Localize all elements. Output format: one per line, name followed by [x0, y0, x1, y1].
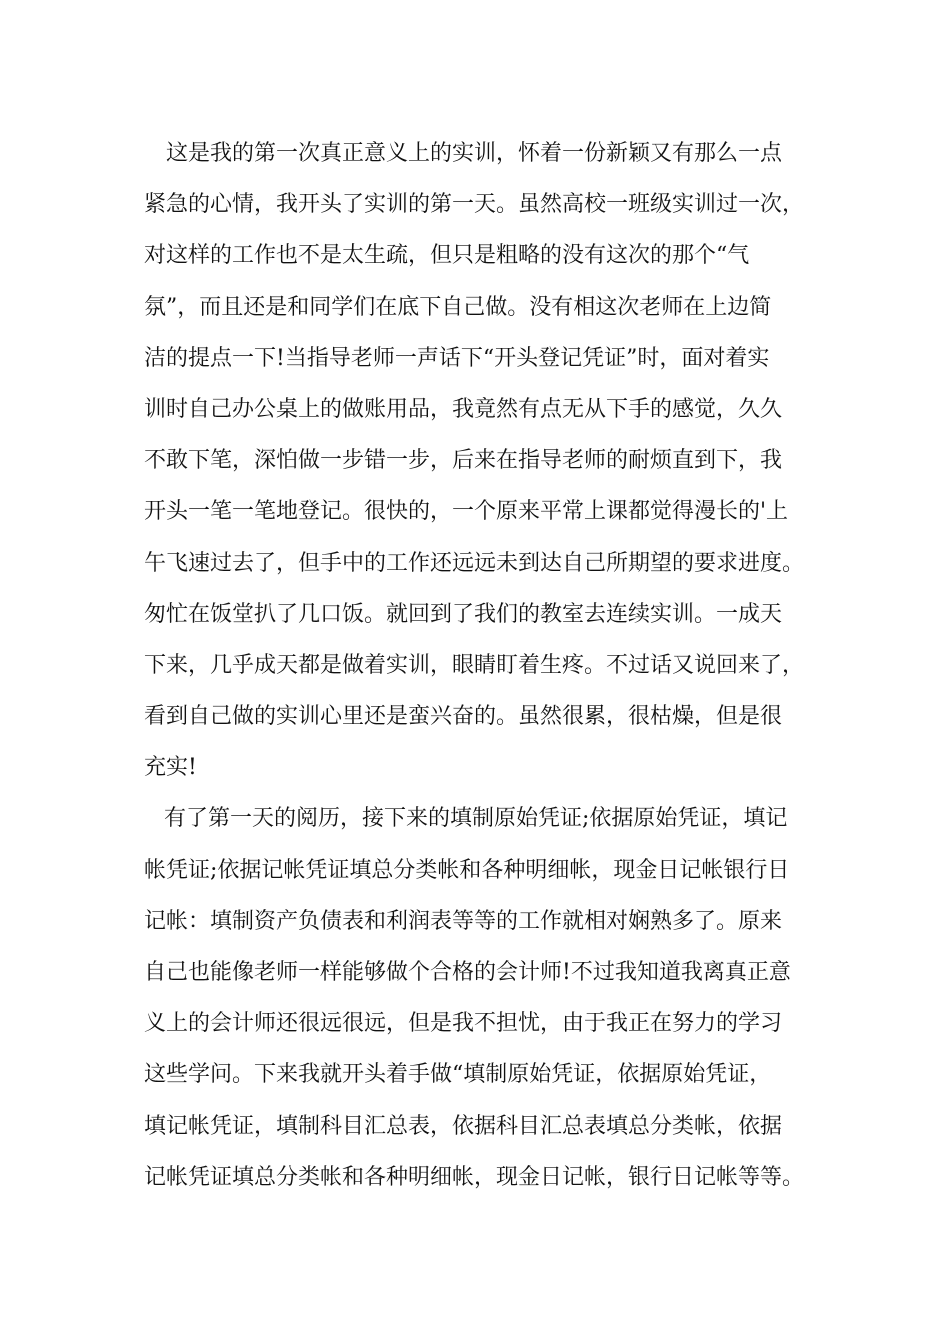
paragraph-1-line-1: 这是我的第一次真正意义上的实训，怀着一份新颖又有那么一点 — [166, 141, 783, 166]
paragraph-2-line-3: 记帐：填制资产负债表和利润表等等的工作就相对娴熟多了。原来 — [144, 908, 783, 934]
paragraph-2-line-6: 这些学问。下来我就开头着手做“填制原始凭证，依据原始凭证， — [144, 1062, 772, 1088]
paragraph-2-line-4: 自己也能像老师一样能够做个合格的会计师!不过我知道我离真正意 — [144, 960, 791, 985]
document-body — [144, 128, 834, 1203]
paragraph-2-line-1: 有了第一天的阅历，接下来的填制原始凭证;依据原始凭证，填记 — [164, 806, 788, 832]
paragraph-2-line-7: 填记帐凭证，填制科目汇总表，依据科目汇总表填总分类帐，依据 — [144, 1113, 783, 1139]
paragraph-2-line-2: 帐凭证;依据记帐凭证填总分类帐和各种明细帐，现金日记帐银行日 — [144, 857, 790, 883]
paragraph-1-line-8: 开头一笔一笔地登记。很快的，一个原来平常上课都觉得漫长的'上 — [144, 499, 789, 525]
paragraph-1-line-10: 匆忙在饭堂扒了几口饭。就回到了我们的教室去连续实训。一成天 — [144, 601, 783, 627]
paragraph-1-line-12: 看到自己做的实训心里还是蛮兴奋的。虽然很累，很枯燥，但是很 — [144, 704, 783, 730]
paragraph-1-line-7: 不敢下笔，深怕做一步错一步，后来在指导老师的耐烦直到下，我 — [144, 448, 783, 474]
paragraph-1-line-2: 紧急的心情，我开头了实训的第一天。虽然高校一班级实训过一次， — [144, 192, 805, 218]
paragraph-1-line-13: 充实! — [144, 755, 197, 781]
paragraph-2-line-8: 记帐凭证填总分类帐和各种明细帐，现金日记帐，银行日记帐等等。 — [144, 1164, 805, 1190]
paragraph-1-line-5: 洁的提点一下!当指导老师一声话下“开头登记凭证”时，面对着实 — [144, 345, 770, 371]
paragraph-1-line-11: 下来，几乎成天都是做着实训，眼睛盯着生疼。不过话又说回来了， — [144, 652, 805, 678]
paragraph-1-line-4: 氛”，而且还是和同学们在底下自己做。没有相这次老师在上边简 — [144, 294, 772, 320]
paragraph-2-line-5: 义上的会计师还很远很远，但是我不担忧，由于我正在努力的学习 — [144, 1011, 783, 1037]
paragraph-1-line-3: 对这样的工作也不是太生疏，但只是粗略的没有这次的那个“气 — [144, 243, 750, 269]
paragraph-1-line-9: 午飞速过去了，但手中的工作还远远未到达自己所期望的要求进度。 — [144, 550, 805, 576]
paragraph-1-line-6: 训时自己办公桌上的做账用品，我竟然有点无从下手的感觉，久久 — [144, 396, 783, 422]
